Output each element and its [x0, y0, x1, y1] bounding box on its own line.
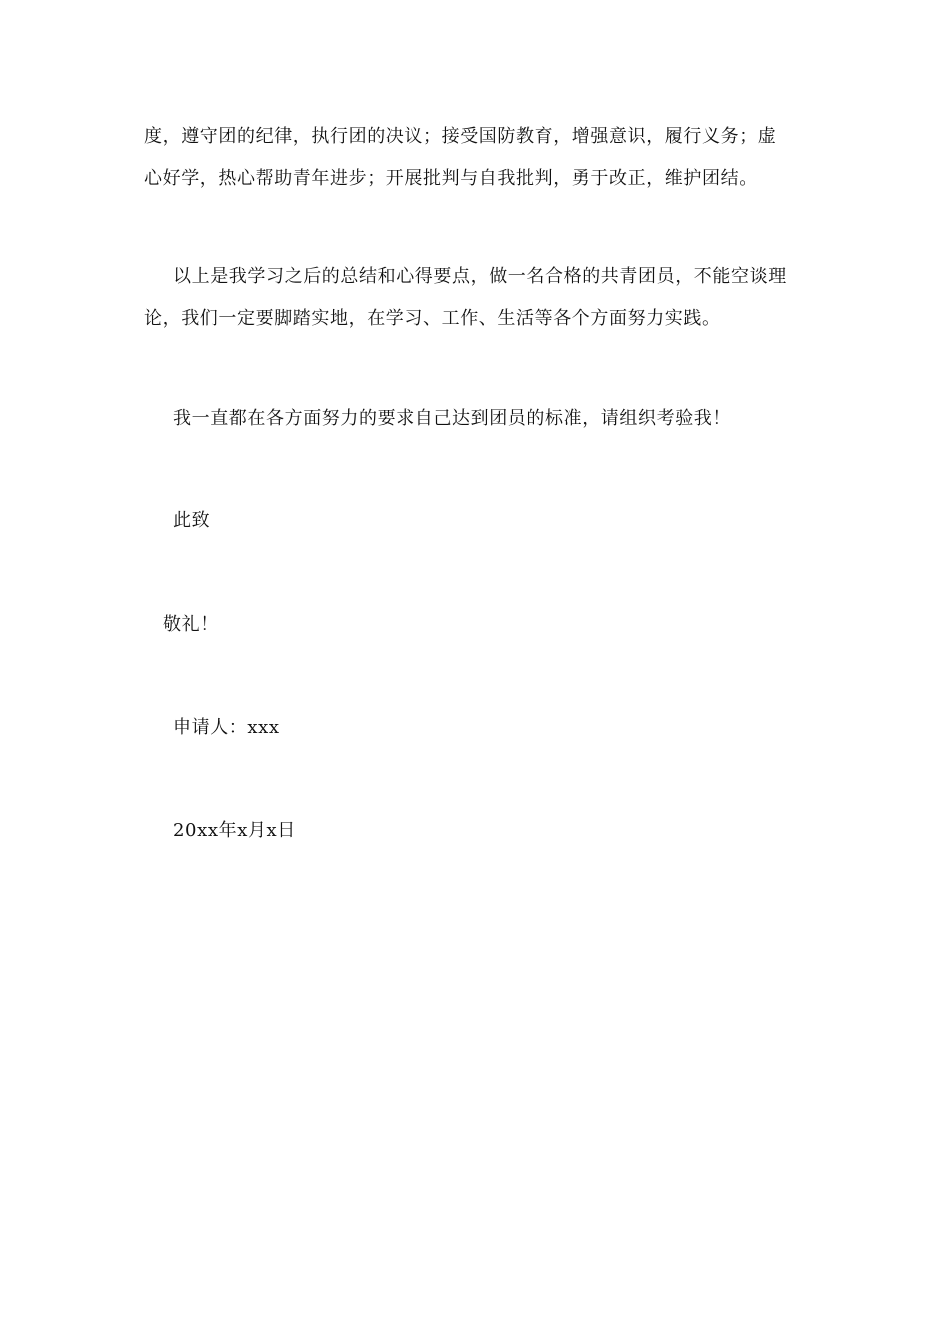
- paragraph-line: 论，我们一定要脚踏实地，在学习、工作、生活等各个方面努力实践。: [144, 308, 721, 329]
- paragraph-line: 度，遵守团的纪律，执行团的决议；接受国防教育，增强意识，履行义务；虚: [144, 126, 777, 147]
- paragraph-commitment: 我一直都在各方面努力的要求自己达到团员的标准，请组织考验我！: [173, 408, 731, 429]
- paragraph-continued: [144, 116, 808, 200]
- closing-salutation: 此致: [173, 510, 211, 531]
- applicant-signature: 申请人：xxx: [173, 717, 280, 738]
- paragraph-line: 心好学，热心帮助青年进步；开展批判与自我批判，勇于改正，维护团结。: [144, 168, 758, 189]
- closing-regards: 敬礼！: [163, 614, 219, 635]
- paragraph-summary: [144, 256, 808, 340]
- application-date: 20xx年x月x日: [173, 820, 296, 841]
- paragraph-line: 以上是我学习之后的总结和心得要点，做一名合格的共青团员，不能空谈理: [173, 266, 787, 287]
